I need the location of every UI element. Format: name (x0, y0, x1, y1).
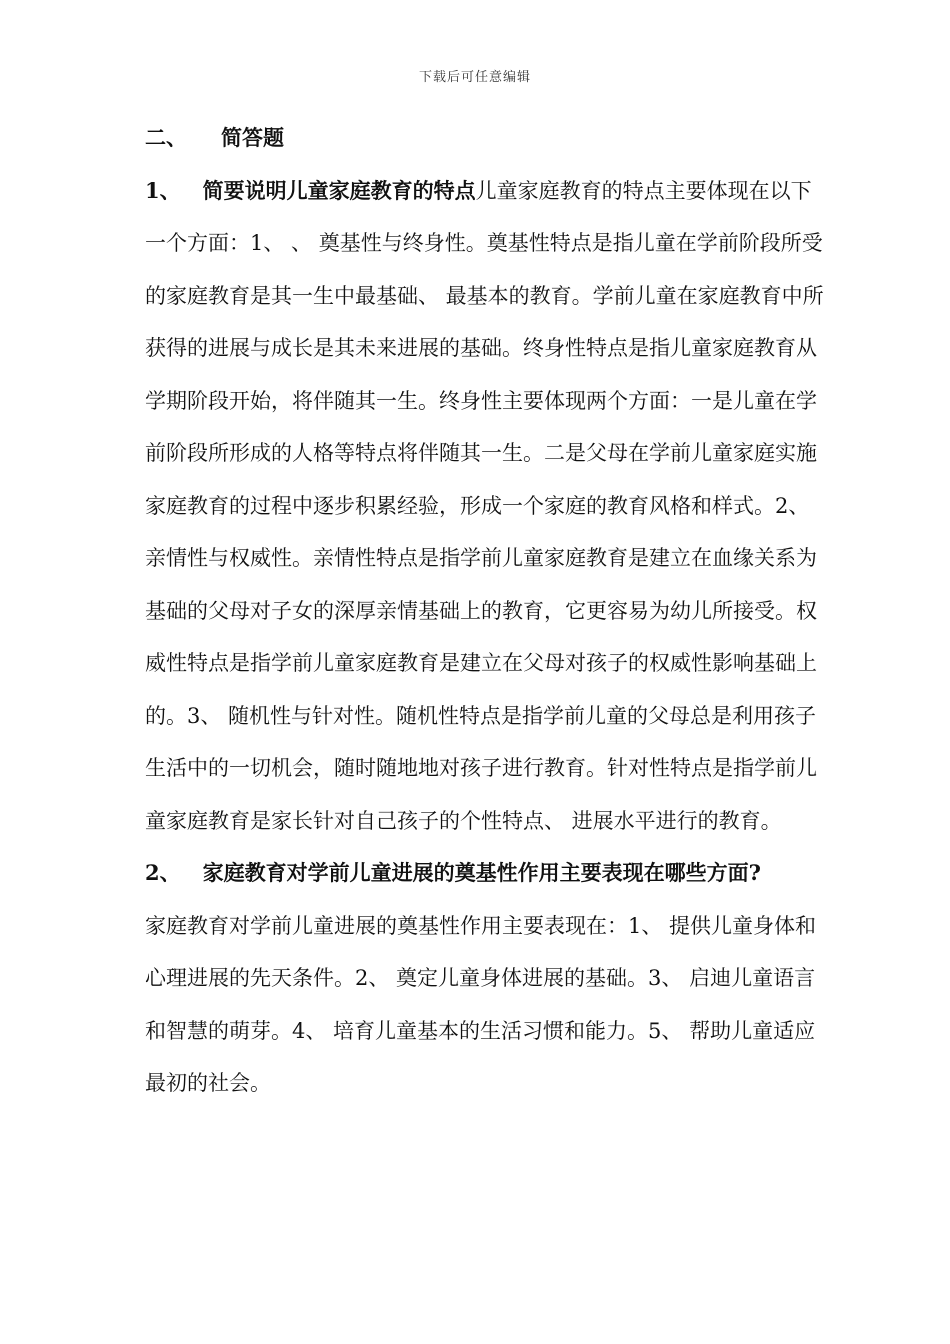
question-1-answer: 儿童家庭教育的特点主要体现在以下一个方面：1、 、 奠基性与终身性。奠基性特点是指儿童在学前阶段所受的家庭教育是其一生中最基础、 最基本的教育。学前儿童在家庭教育中所获得的进展与成长是其未来进展的基础。终身性特点是指儿童家庭教育从学期阶段开始，将伴随其一生。终身性主要体现两个方面：一是儿童在学前阶段所形成的人格等特点将伴随其一生。二是父母在学前儿童家庭实施家庭教育的过程中逐步积累经验，形成一个家庭的教育风格和样式。2、 亲情性与权威性。亲情性特点是指学前儿童家庭教育是建立在血缘关系为基础的父母对子女的深厚亲情基础上的教育，它更容易为幼儿所接受。权威性特点是指学前儿童家庭教育是建立在父母对孩子的权威性影响基础上的。3、 随机性与针对性。随机性特点是指学前儿童的父母总是利用孩子生活中的一切机会，随时随地地对孩子进行教育。针对性特点是指学前儿童家庭教育是家长针对自己孩子的个性特点、 进展水平进行的教育。 (145, 178, 824, 833)
question-1 (145, 165, 825, 848)
question-2 (145, 847, 825, 900)
question-1-number: 1、 (145, 177, 181, 203)
question-2-number: 2、 (145, 860, 181, 885)
section-number: 二、 (145, 125, 187, 150)
section-title: 简答题 (221, 125, 284, 150)
question-1-title: 简要说明儿童家庭教育的特点 (202, 177, 476, 203)
question-2-title: 家庭教育对学前儿童进展的奠基性作用主要表现在哪些方面? (202, 860, 761, 885)
page-header: 下载后可任意编辑 (418, 70, 531, 85)
document-body (145, 112, 825, 1110)
question-2-answer-paragraph (145, 900, 825, 1110)
section-heading (145, 112, 825, 165)
question-2-answer: 家庭教育对学前儿童进展的奠基性作用主要表现在：1、 提供儿童身体和心理进展的先天条件。2、 奠定儿童身体进展的基础。3、 启迪儿童语言和智慧的萌芽。4、 培育儿童基本的生活习惯和能力。5、 帮助儿童适应最初的社会。 (145, 913, 817, 1095)
